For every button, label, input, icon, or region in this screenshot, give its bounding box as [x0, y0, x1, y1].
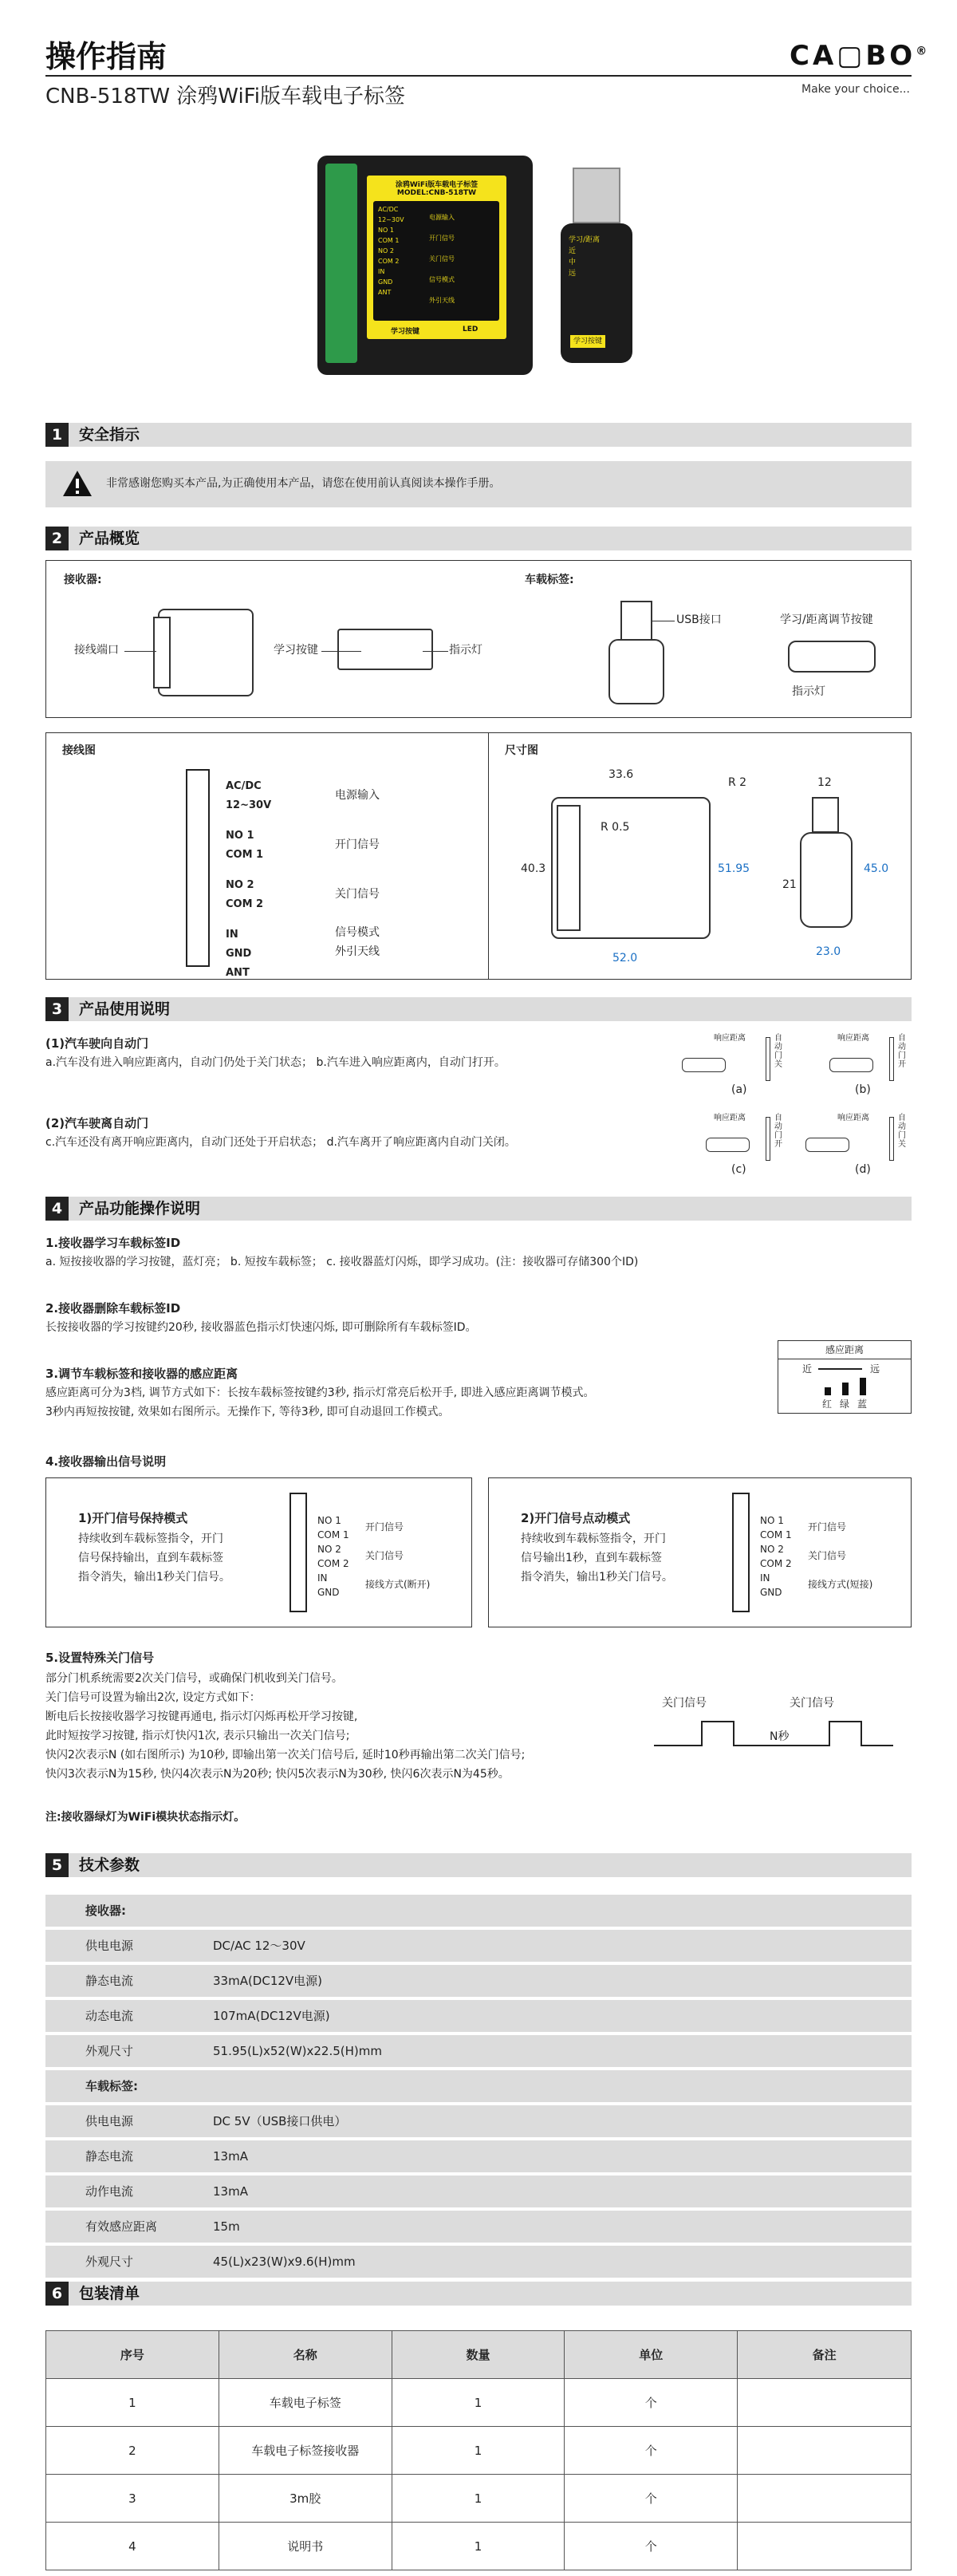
- mode-2-line: 持续收到车载标签指令，开门: [521, 1533, 666, 1545]
- page-title: 操作指南: [45, 39, 167, 74]
- spec-value: 15m: [213, 2219, 240, 2234]
- packing-header-cell: 数量: [392, 2331, 565, 2379]
- tag-body: [561, 223, 632, 363]
- section-number: 1: [45, 423, 69, 447]
- spec-key: 动作电流: [85, 2184, 134, 2199]
- scenario-c: [682, 1109, 794, 1181]
- function-1-text: a. 短按接收器的学习按键，蓝灯亮； b. 短按车载标签； c. 接收器蓝灯闪烁，即学习成功。(注：接收器可存储300个ID): [45, 1256, 639, 1268]
- learn-distance-key-label: 学习/距离调节按键: [780, 613, 873, 626]
- wiring-pin: NO 2: [760, 1544, 784, 1555]
- spec-value: 13mA: [213, 2149, 248, 2164]
- mode-1-pins: [317, 1513, 349, 1600]
- mode-2-line: 信号输出1秒，直到车载标签: [521, 1552, 662, 1564]
- wiring-pin: ANT: [226, 967, 250, 979]
- function-5-line: 关门信号可设置为输出2次, 设定方式如下：: [45, 1691, 261, 1704]
- packing-header-cell: 序号: [46, 2331, 219, 2379]
- warning-icon: [61, 469, 93, 498]
- spec-row: [45, 1895, 912, 1927]
- usage-heading-1: (1)汽车驶向自动门: [45, 1036, 149, 1051]
- mode-1-line: 指令消失，输出1秒关门信号。: [78, 1571, 230, 1584]
- photo-note: 关门信号: [429, 255, 455, 262]
- spec-value: DC 5V（USB接口供电）: [213, 2114, 347, 2128]
- function-3-text-1: 感应距离可分为3档, 调节方式如下：长按车载标签按键约3秒, 指示灯常亮后松开手, 即进入感应距离调节模式。: [45, 1387, 595, 1399]
- function-3-title: 3.调节车载标签和接收器的感应距离: [45, 1367, 238, 1381]
- photo-pin: NO 2: [378, 247, 394, 254]
- photo-note: 电源输入: [429, 214, 455, 221]
- dim-tag-height: 45.0: [864, 862, 889, 875]
- function-5-line: 快闪2次表示N (如右图所示) 为10秒, 即输出第一次关门信号后, 延时10秒再输出第二次关门信号;: [45, 1749, 526, 1761]
- function-2-title: 2.接收器删除车载标签ID: [45, 1301, 181, 1316]
- packing-table: [45, 2330, 912, 2570]
- section-5-header: [45, 1853, 912, 1877]
- wiring-pin: IN: [317, 1572, 328, 1584]
- range-label: 响应距离: [837, 1114, 869, 1122]
- mode-1-line: 信号保持输出，直到车载标签: [78, 1552, 223, 1564]
- tag-photo-label: 近: [569, 247, 577, 255]
- spec-value: 51.95(L)x52(W)x22.5(H)mm: [213, 2044, 382, 2058]
- table-cell: 3m胶: [219, 2475, 392, 2523]
- wiring-pin: NO 1: [317, 1515, 341, 1526]
- table-cell: 1: [392, 2475, 565, 2523]
- wiring-pin: COM 1: [317, 1529, 349, 1540]
- mode-1-close-label: 关门信号: [365, 1550, 404, 1561]
- indicator-label-2: 指示灯: [792, 685, 825, 698]
- table-row: [46, 2379, 912, 2427]
- door-state-label: 自动门开: [774, 1114, 782, 1149]
- dimensions-title: 尺寸图: [505, 744, 538, 757]
- function-4-title: 4.接收器输出信号说明: [45, 1454, 167, 1469]
- sense-title: 感应距离: [778, 1341, 911, 1359]
- photo-note: 信号模式: [429, 276, 455, 283]
- dim-tag-drawing: [800, 832, 853, 928]
- function-5-title: 5.设置特殊关门信号: [45, 1651, 155, 1665]
- table-row: [46, 2523, 912, 2570]
- dim-height: 40.3: [521, 862, 546, 875]
- mode-2-pins: [760, 1513, 792, 1600]
- far-label: 远: [870, 1363, 880, 1375]
- dim-tag-width: 23.0: [816, 945, 841, 958]
- sense-distance-box: [778, 1340, 912, 1414]
- packing-header-cell: 备注: [738, 2331, 912, 2379]
- pointer-line: [321, 651, 361, 652]
- pulse-label-2: 关门信号: [790, 1697, 834, 1710]
- table-row: [46, 2475, 912, 2523]
- tag-usb-drawing: [620, 601, 652, 641]
- tag-photo-label: 远: [569, 270, 577, 278]
- spec-value: 13mA: [213, 2184, 248, 2199]
- light-label: 绿: [840, 1398, 850, 1410]
- dim-tag-usb: [812, 797, 839, 833]
- table-row: [46, 2427, 912, 2475]
- tag-side-drawing: [788, 641, 876, 673]
- wiring-pin-list: [226, 777, 271, 983]
- car-icon: [682, 1058, 726, 1072]
- mode-1-open-label: 开门信号: [365, 1521, 404, 1533]
- safety-banner: [45, 461, 912, 507]
- function-3-text-2: 3秒内再短按按键, 效果如右图所示。无操作下, 等待3秒, 即可自动退回工作模式。: [45, 1406, 450, 1418]
- scenario-label: (c): [731, 1163, 746, 1176]
- section-title: 产品功能操作说明: [79, 1200, 201, 1217]
- photo-pin: 12~30V: [378, 216, 404, 223]
- photo-pin: COM 2: [378, 258, 400, 265]
- door-icon: [889, 1117, 894, 1161]
- spec-row: [45, 2176, 912, 2207]
- receiver-label: 接收器:: [64, 574, 102, 586]
- wiring-pin: NO 1: [226, 830, 254, 842]
- door-state-label: 自动门关: [898, 1114, 906, 1149]
- wiring-pin: AC/DC: [226, 780, 262, 792]
- terminal-port-label: 接线端口: [74, 644, 119, 657]
- section-number: 2: [45, 527, 69, 550]
- dimensions-box: [488, 732, 912, 980]
- wiring-pin: IN: [226, 929, 238, 941]
- wiring-pin: IN: [760, 1572, 770, 1584]
- spec-value: 45(L)x23(W)x9.6(H)mm: [213, 2254, 356, 2269]
- section-1-header: [45, 423, 912, 447]
- function-5-line: 此时短按学习按键, 指示灯快闪1次, 表示只输出一次关门信号;: [45, 1730, 350, 1742]
- open-signal-label: 开门信号: [335, 838, 380, 851]
- function-5-line: 部分门机系统需要2次关门信号，或确保门机收到关门信号。: [45, 1672, 343, 1685]
- table-cell: 2: [46, 2427, 219, 2475]
- dim-r05: R 0.5: [601, 821, 630, 834]
- usb-port-label: USB接口: [676, 613, 722, 626]
- tag-photo-button: 学习按键: [570, 335, 605, 348]
- table-cell: 4: [46, 2523, 219, 2570]
- external-antenna-label: 外引天线: [335, 945, 380, 958]
- mode-1-box: [45, 1477, 472, 1627]
- section-number: 3: [45, 997, 69, 1021]
- range-label: 响应距离: [837, 1034, 869, 1043]
- wiring-box: [45, 732, 520, 980]
- wiring-title: 接线图: [62, 744, 96, 757]
- scenario-a: [682, 1029, 794, 1101]
- terminal-block: [325, 164, 357, 363]
- table-cell: 车载电子标签: [219, 2379, 392, 2427]
- section-title: 包装清单: [79, 2285, 140, 2302]
- safety-text: 非常感谢您购买本产品,为正确使用本产品，请您在使用前认真阅读本操作手册。: [106, 477, 501, 490]
- table-cell: 个: [565, 2427, 738, 2475]
- car-icon: [829, 1058, 873, 1072]
- wiring-pin: COM 1: [226, 849, 264, 861]
- scenario-label: (a): [731, 1083, 747, 1096]
- car-icon: [805, 1138, 849, 1152]
- photo-led: LED: [463, 325, 478, 333]
- photo-notes: [429, 207, 455, 311]
- section-6-header: [45, 2282, 912, 2306]
- door-icon: [889, 1037, 894, 1081]
- door-state-label: 自动门开: [898, 1034, 906, 1069]
- pulse-label-1: 关门信号: [662, 1697, 707, 1710]
- page-subtitle: CNB-518TW 涂鸦WiFi版车载电子标签: [45, 85, 405, 108]
- brand-name: CA▢BO: [790, 40, 916, 72]
- door-icon: [766, 1037, 770, 1081]
- scenario-label: (d): [855, 1163, 871, 1176]
- dim-full-height: 51.95: [718, 862, 750, 875]
- function-2-text: 长按接收器的学习按键约20秒, 接收器蓝色指示灯快速闪烁, 即可删除所有车载标签ID。: [45, 1321, 477, 1334]
- door-icon: [766, 1117, 770, 1161]
- section-title: 产品使用说明: [79, 1000, 171, 1018]
- range-label: 响应距离: [714, 1034, 746, 1043]
- dim-tag-top: 12: [817, 776, 832, 789]
- tag-photo-label: 学习/距离: [569, 236, 601, 244]
- wifi-note: 注:接收器绿灯为WiFi模块状态指示灯。: [45, 1811, 246, 1824]
- mode-2-box: [488, 1477, 912, 1627]
- photo-learn-button: 学习按键: [391, 328, 420, 336]
- wiring-pin: GND: [760, 1587, 782, 1598]
- wiring-pin: GND: [317, 1587, 340, 1598]
- range-label: 响应距离: [714, 1114, 746, 1122]
- spec-value: DC/AC 12～30V: [213, 1939, 305, 1953]
- mode-2-close-label: 关门信号: [808, 1550, 847, 1561]
- spec-key: 供电电源: [85, 1939, 134, 1953]
- packing-header-cell: 单位: [565, 2331, 738, 2379]
- near-label: 近: [802, 1363, 813, 1375]
- indicator-label: 指示灯: [449, 644, 482, 657]
- spec-row: [45, 2070, 912, 2102]
- section-title: 安全指示: [79, 426, 140, 444]
- learn-key-label: 学习按键: [274, 644, 318, 657]
- wiring-pin: COM 2: [226, 898, 264, 910]
- function-5-line: 快闪3次表示N为15秒, 快闪4次表示N为20秒; 快闪5次表示N为30秒, 快闪6次表示N为45秒。: [45, 1768, 510, 1781]
- spec-row: [45, 2035, 912, 2067]
- table-cell: 1: [392, 2427, 565, 2475]
- spec-value: 107mA(DC12V电源): [213, 2009, 330, 2023]
- spec-key: 车载标签:: [85, 2079, 138, 2093]
- photo-note: 外引天线: [429, 297, 455, 304]
- signal-mode-label: 信号模式: [335, 926, 380, 939]
- usage-text-2: c.汽车还没有离开响应距离内，自动门还处于开启状态； d.汽车离开了响应距离内自动门关闭。: [45, 1136, 516, 1149]
- spec-key: 静态电流: [85, 1974, 134, 1988]
- table-cell: 车载电子标签接收器: [219, 2427, 392, 2475]
- label-line2: MODEL:CNB-518TW: [396, 189, 477, 197]
- tag-usb-plug: [573, 168, 620, 223]
- table-cell: 1: [392, 2523, 565, 2570]
- dim-terminal-strip: [557, 805, 581, 931]
- spec-value: 33mA(DC12V电源): [213, 1974, 323, 1988]
- spec-row: [45, 2246, 912, 2278]
- dim-width: 52.0: [612, 952, 638, 965]
- mode-2-line: 指令消失，输出1秒关门信号。: [521, 1571, 673, 1584]
- table-cell: 个: [565, 2523, 738, 2570]
- section-title: 产品概览: [79, 530, 140, 547]
- spec-key: 有效感应距离: [85, 2219, 158, 2234]
- section-4-header: [45, 1197, 912, 1221]
- dim-tag-side: 21: [782, 878, 797, 891]
- usage-heading-2: (2)汽车驶离自动门: [45, 1116, 149, 1130]
- table-cell: 1: [46, 2379, 219, 2427]
- level-bar-icon: [860, 1378, 866, 1395]
- mode-2-title: 2)开门信号点动模式: [521, 1511, 631, 1525]
- pointer-line: [423, 651, 448, 652]
- table-cell: 个: [565, 2379, 738, 2427]
- dim-width-top: 33.6: [608, 768, 634, 781]
- car-icon: [706, 1138, 750, 1152]
- function-1-title: 1.接收器学习车载标签ID: [45, 1236, 181, 1250]
- function-5-lines: [45, 1669, 525, 1784]
- wiring-pin: COM 2: [317, 1558, 349, 1569]
- arrow-icon: [818, 1368, 862, 1370]
- receiver-top-drawing: [158, 609, 254, 696]
- mode-1-title: 1)开门信号保持模式: [78, 1511, 188, 1525]
- overview-box: [45, 560, 912, 718]
- spec-row: [45, 2105, 912, 2137]
- photo-pin: IN: [378, 268, 385, 275]
- scenario-label: (b): [855, 1083, 871, 1096]
- label-dark-panel: [373, 201, 499, 321]
- mode-1-line: 持续收到车载标签指令，开门: [78, 1533, 223, 1545]
- tag-label: 车载标签:: [525, 574, 574, 586]
- spec-key: 静态电流: [85, 2149, 134, 2164]
- spec-row: [45, 2211, 912, 2243]
- photo-pin: COM 1: [378, 237, 400, 244]
- tag-front-drawing: [608, 639, 664, 704]
- level-bar-icon: [825, 1387, 831, 1395]
- table-cell: 个: [565, 2475, 738, 2523]
- receiver-label: [367, 176, 506, 339]
- spec-key: 外观尺寸: [85, 2044, 134, 2058]
- pointer-line: [124, 651, 156, 652]
- section-number: 5: [45, 1853, 69, 1877]
- section-3-header: [45, 997, 912, 1021]
- scenario-d: [805, 1109, 917, 1181]
- light-label: 红: [822, 1398, 833, 1410]
- mode-1-terminal: [289, 1493, 307, 1612]
- tag-photo-label: 中: [569, 258, 577, 266]
- pulse-diagram: [654, 1695, 893, 1759]
- door-state-label: 自动门关: [774, 1034, 782, 1069]
- table-cell: [738, 2523, 912, 2570]
- spec-row: [45, 1930, 912, 1962]
- wiring-pin: 12~30V: [226, 799, 272, 811]
- close-signal-label: 关门信号: [335, 888, 380, 901]
- mode-2-terminal: [732, 1493, 750, 1612]
- spec-key: 外观尺寸: [85, 2254, 134, 2269]
- photo-pin: ANT: [378, 289, 392, 296]
- usage-text-1: a.汽车没有进入响应距离内，自动门仍处于关门状态； b.汽车进入响应距离内，自动门打开。: [45, 1056, 506, 1069]
- wiring-pin: GND: [226, 948, 252, 960]
- mode-1-wiring-label: 接线方式(断开): [365, 1579, 431, 1590]
- label-line1: 涂鸦WiFi版车载电子标签: [395, 181, 478, 189]
- section-title: 技术参数: [79, 1856, 140, 1874]
- wiring-pin: COM 1: [760, 1529, 792, 1540]
- pulse-gap-label: N秒: [770, 1730, 790, 1743]
- power-input-label: 电源输入: [335, 789, 380, 802]
- spec-key: 供电电源: [85, 2114, 134, 2128]
- photo-note: 开门信号: [429, 235, 455, 242]
- packing-header-row: [46, 2331, 912, 2379]
- function-5-line: 断电后长按接收器学习按键再通电, 指示灯闪烁再松开学习按键,: [45, 1710, 358, 1723]
- product-photo: [317, 156, 644, 375]
- spec-key: 接收器:: [85, 1903, 126, 1918]
- section-number: 6: [45, 2282, 69, 2306]
- photo-pin: GND: [378, 278, 393, 286]
- wiring-pin: NO 2: [317, 1544, 341, 1555]
- light-label: 蓝: [857, 1398, 868, 1410]
- dim-r2: R 2: [728, 776, 747, 789]
- spec-row: [45, 2000, 912, 2032]
- table-cell: [738, 2379, 912, 2427]
- section-2-header: [45, 527, 912, 550]
- section-number: 4: [45, 1197, 69, 1221]
- spec-row: [45, 1965, 912, 1997]
- photo-pin: AC/DC: [378, 206, 399, 213]
- table-cell: [738, 2475, 912, 2523]
- table-cell: 说明书: [219, 2523, 392, 2570]
- level-bar-icon: [842, 1383, 849, 1395]
- mode-2-open-label: 开门信号: [808, 1521, 847, 1533]
- spec-key: 动态电流: [85, 2009, 134, 2023]
- receiver-terminals: [153, 617, 171, 688]
- table-cell: 3: [46, 2475, 219, 2523]
- wiring-pin: NO 2: [226, 879, 254, 891]
- packing-header-cell: 名称: [219, 2331, 392, 2379]
- scenario-b: [805, 1029, 917, 1101]
- photo-pin: NO 1: [378, 227, 394, 234]
- receiver-side-drawing: [337, 629, 433, 670]
- spec-row: [45, 2140, 912, 2172]
- header-rule: [45, 75, 912, 77]
- table-cell: 1: [392, 2379, 565, 2427]
- wiring-pin: COM 2: [760, 1558, 792, 1569]
- brand-logo: [790, 40, 930, 72]
- mode-2-wiring-label: 接线方式(短接): [808, 1579, 873, 1590]
- table-cell: [738, 2427, 912, 2475]
- wiring-terminal-strip: [186, 769, 210, 967]
- brand-tagline: Make your choice...: [801, 83, 910, 96]
- wiring-pin: NO 1: [760, 1515, 784, 1526]
- brand-mark: ®: [916, 45, 931, 58]
